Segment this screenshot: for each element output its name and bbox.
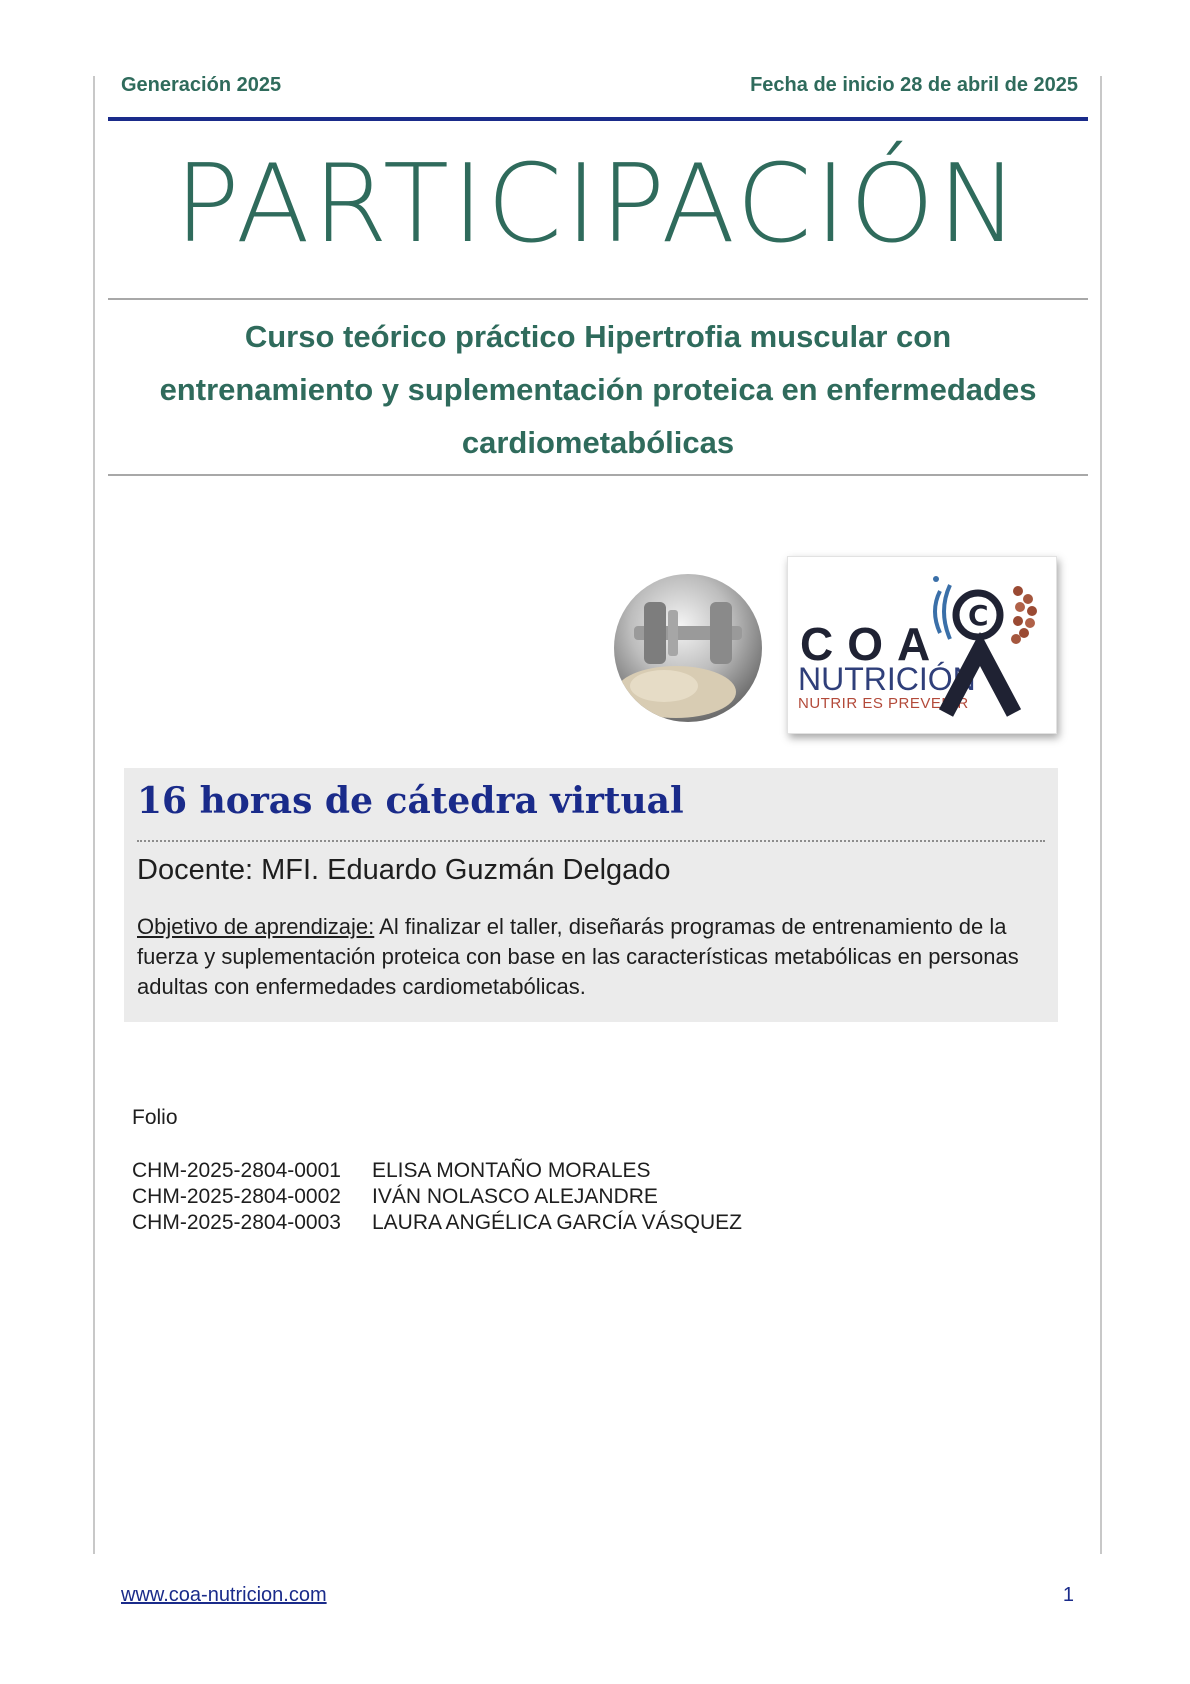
left-margin-line <box>93 76 95 1554</box>
right-margin-line <box>1100 76 1102 1554</box>
page-title: PARTICIPACIÓN <box>174 142 1022 267</box>
folio-list <box>132 1158 742 1236</box>
folio-label: Folio <box>132 1106 178 1129</box>
learning-objective <box>137 912 1049 1002</box>
hours-heading: 16 horas de cátedra virtual <box>137 780 684 822</box>
course-info-card <box>124 768 1058 1022</box>
start-date-label: Fecha de inicio 28 de abril de 2025 <box>750 74 1078 96</box>
page-number: 1 <box>1062 1584 1074 1606</box>
objective-text: Al finalizar el taller, diseñarás programas de entrenamiento de la fuerza y suplementación proteica con base en las características metabólicas en personas adultas con enfermedades cardiometabólicas. <box>137 914 1019 999</box>
dumbbell-photo <box>614 574 762 722</box>
logo-slogan: NUTRIR ES PREVENIR <box>798 695 969 712</box>
title-divider-top <box>108 298 1088 300</box>
course-title-line-1: Curso teórico práctico Hipertrofia muscular con <box>244 319 952 354</box>
objective-label: Objetivo de aprendizaje: <box>137 914 375 939</box>
folio-code: CHM-2025-2804-0003 <box>132 1211 341 1234</box>
logo-subtitle: NUTRICIÓN <box>798 661 976 697</box>
participant-name: LAURA ANGÉLICA GARCÍA VÁSQUEZ <box>372 1211 742 1234</box>
course-title <box>108 310 1088 469</box>
list-item <box>132 1184 742 1210</box>
header-divider <box>108 117 1088 121</box>
folio-code: CHM-2025-2804-0001 <box>132 1159 341 1182</box>
svg-text:C: C <box>968 599 989 632</box>
website-link[interactable]: www.coa-nutricion.com <box>121 1584 327 1606</box>
dotted-divider <box>137 840 1045 842</box>
dumbbell-icon <box>614 574 762 722</box>
instructor-line: Docente: MFI. Eduardo Guzmán Delgado <box>137 854 671 886</box>
logo-name: COA <box>800 618 945 670</box>
folio-code: CHM-2025-2804-0002 <box>132 1185 341 1208</box>
logo-figure-icon <box>926 563 1051 723</box>
list-item <box>132 1158 742 1184</box>
course-title-line-3: cardiometabólicas <box>461 425 735 460</box>
list-item <box>132 1210 742 1236</box>
generation-label: Generación 2025 <box>121 74 282 96</box>
participant-name: ELISA MONTAÑO MORALES <box>372 1159 651 1182</box>
course-title-line-2: entrenamiento y suplementación proteica en enfermedades <box>159 372 1037 407</box>
title-divider-bottom <box>108 474 1088 476</box>
coa-nutricion-logo <box>787 556 1057 734</box>
participant-name: IVÁN NOLASCO ALEJANDRE <box>372 1185 658 1208</box>
